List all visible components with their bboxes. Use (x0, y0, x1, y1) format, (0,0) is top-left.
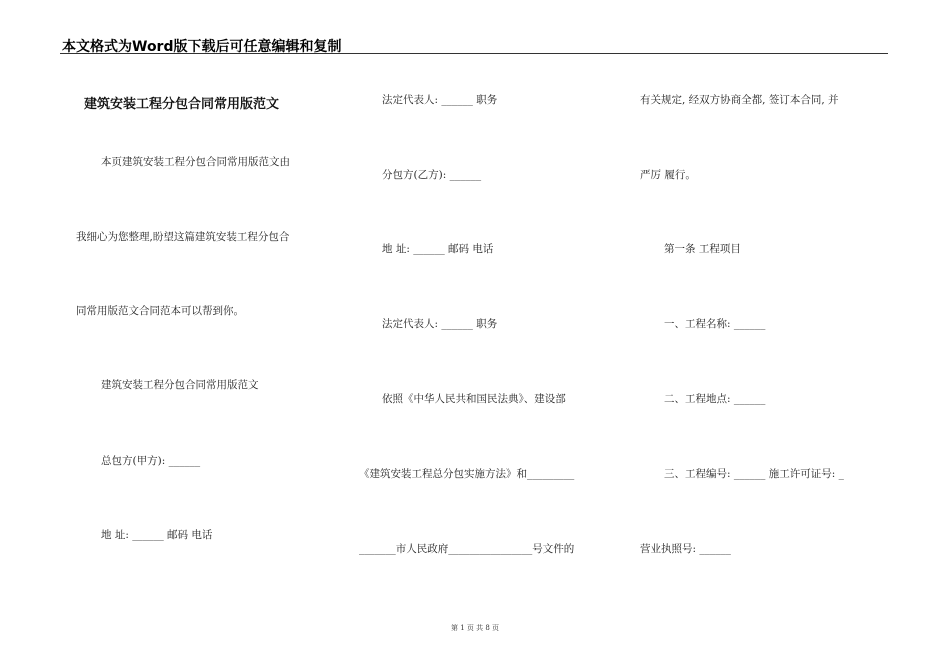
col2-line-5: 依照《中华人民共和国民法典》、建设部 (382, 393, 566, 405)
col1-line-1: 本页建筑安装工程分包合同常用版范文由 (101, 156, 290, 168)
col3-line-4: 一、工程名称: ______ (664, 318, 766, 330)
col2-line-7: _______市人民政府________________号文件的 (359, 543, 575, 555)
page-number: 第 1 页 共 8 页 (450, 624, 500, 632)
col1-line-4: 建筑安装工程分包合同常用版范文 (101, 379, 259, 391)
col1-line-3: 同常用版范文合同范本可以帮到你。 (76, 305, 244, 317)
header-divider (60, 53, 888, 54)
document-header: 本文格式为Word版下载后可任意编辑和复制 (62, 39, 342, 55)
col1-line-5: 总包方(甲方): ______ (101, 455, 201, 467)
document-title: 建筑安装工程分包合同常用版范文 (84, 97, 280, 112)
col3-line-2: 严厉 履行。 (640, 169, 696, 181)
col3-line-6: 三、工程编号: ______ 施工许可证号: _ (664, 468, 844, 480)
col3-line-5: 二、工程地点: ______ (664, 393, 766, 405)
col2-line-3: 地 址: ______ 邮码 电话 (382, 243, 494, 255)
col3-line-3: 第一条 工程项目 (664, 243, 741, 255)
col2-line-6: 《建筑安装工程总分包实施方法》和_________ (359, 468, 575, 480)
col2-line-2: 分包方(乙方): ______ (382, 169, 482, 181)
col1-line-2: 我细心为您整理,盼望这篇建筑安装工程分包合 (76, 231, 290, 243)
col2-line-1: 法定代表人: ______ 职务 (382, 94, 498, 106)
col1-line-6: 地 址: ______ 邮码 电话 (101, 529, 213, 541)
col2-line-4: 法定代表人: ______ 职务 (382, 318, 498, 330)
col3-line-1: 有关规定, 经双方协商全都, 签订本合同, 并 (640, 94, 839, 106)
col3-line-7: 营业执照号: ______ (640, 543, 731, 555)
